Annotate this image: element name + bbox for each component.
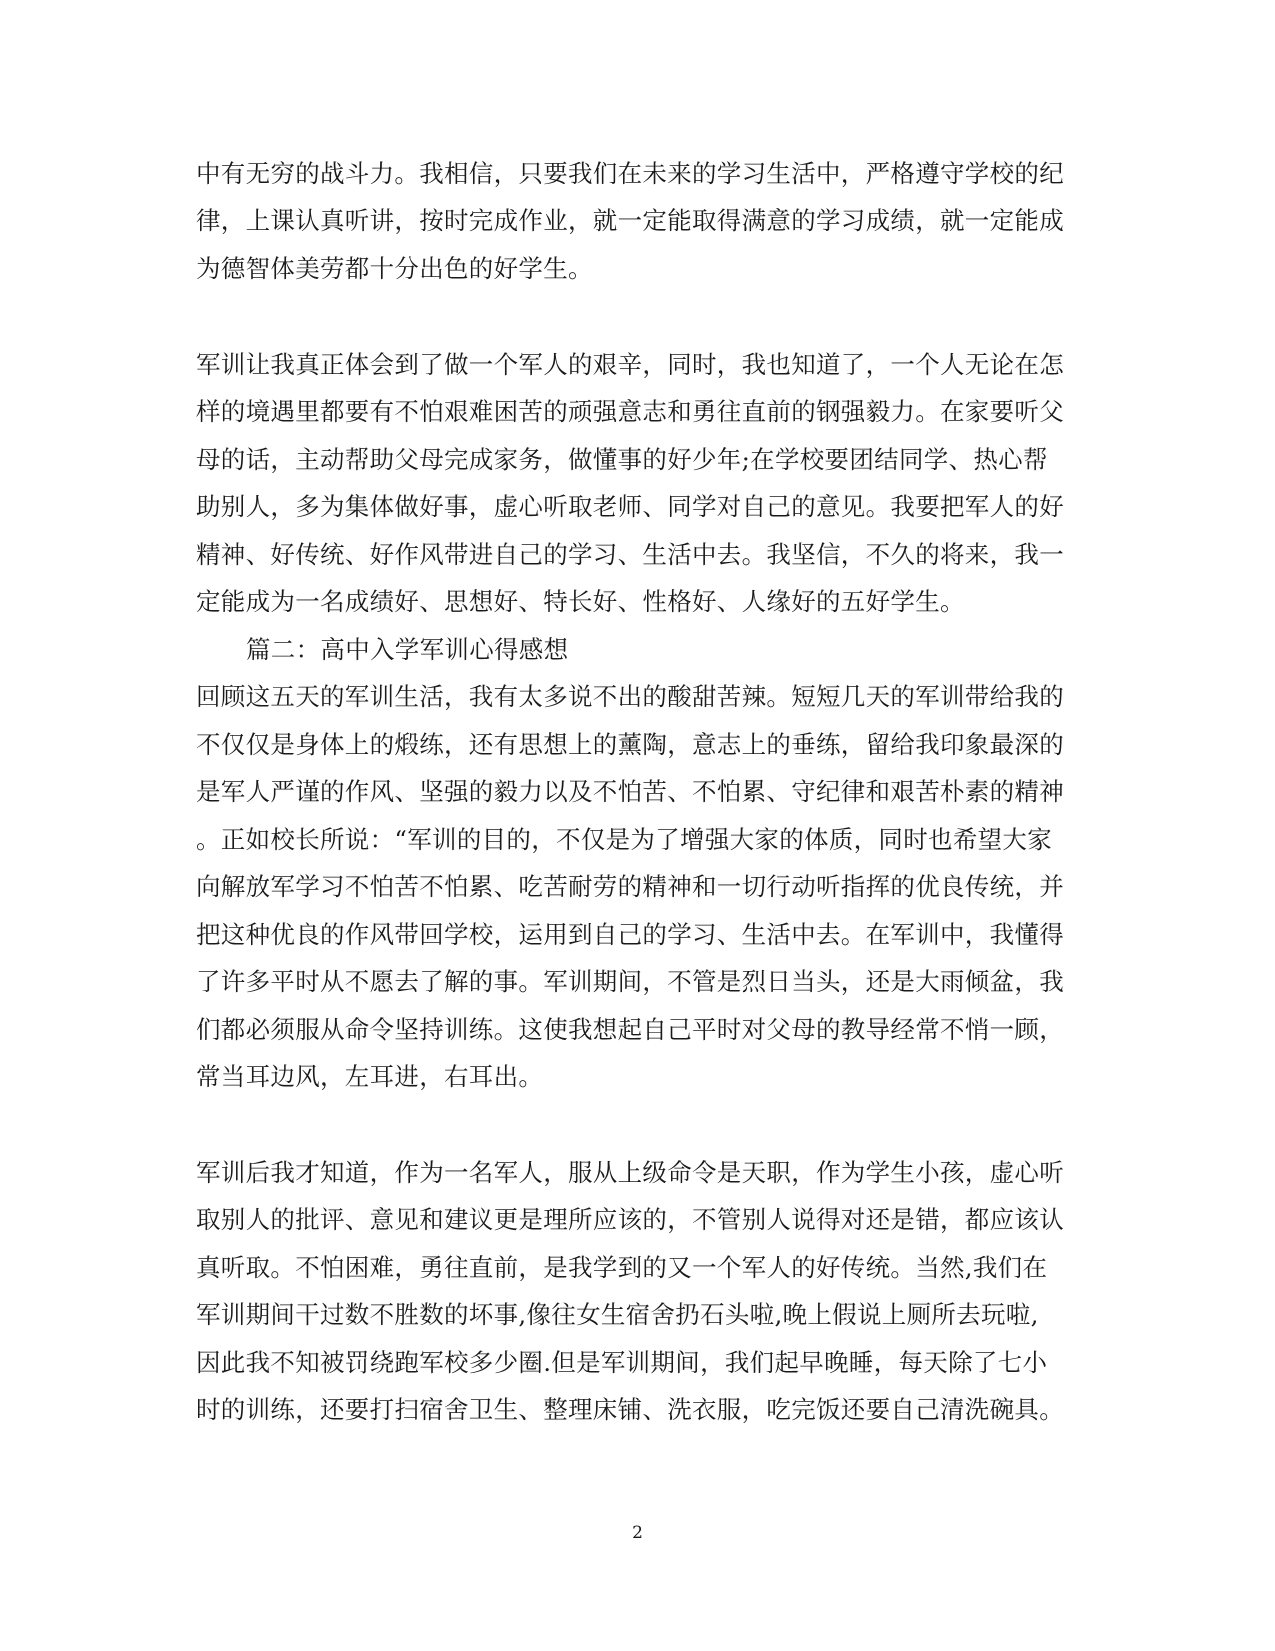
page-number: 2: [632, 1523, 643, 1543]
text-line: 了许多平时从不愿去了解的事。军训期间，不管是烈日当头，还是大雨倾盆，我: [196, 967, 1064, 996]
text-line: 母的话，主动帮助父母完成家务，做懂事的好少年;在学校要团结同学、热心帮: [196, 445, 1048, 474]
text-line: 是军人严谨的作风、坚强的毅力以及不怕苦、不怕累、守纪律和艰苦朴素的精神: [196, 777, 1064, 806]
text-line: 时的训练，还要打扫宿舍卫生、整理床铺、洗衣服，吃完饭还要自己清洗碗具。: [196, 1395, 1064, 1424]
text-line: 为德智体美劳都十分出色的好学生。: [196, 254, 593, 283]
text-line: 把这种优良的作风带回学校，运用到自己的学习、生活中去。在军训中，我懂得: [196, 920, 1064, 949]
text-line: 军训让我真正体会到了做一个军人的艰辛，同时，我也知道了，一个人无论在怎: [196, 350, 1064, 379]
text-line: 因此我不知被罚绕跑军校多少圈.但是军训期间，我们起早晚睡，每天除了七小: [196, 1348, 1048, 1377]
text-line: 定能成为一名成绩好、思想好、特长好、性格好、人缘好的五好学生。: [196, 587, 965, 616]
text-line: 向解放军学习不怕苦不怕累、吃苦耐劳的精神和一切行动听指挥的优良传统，并: [196, 872, 1064, 901]
text-line: 们都必须服从命令坚持训练。这使我想起自己平时对父母的教导经常不悄一顾，: [196, 1015, 1064, 1044]
section-heading: 篇二：高中入学军训心得感想: [246, 635, 569, 664]
text-line: 助别人，多为集体做好事，虚心听取老师、同学对自己的意见。我要把军人的好: [196, 492, 1064, 521]
text-line: 。正如校长所说：“军训的目的，不仅是为了增强大家的体质，同时也希望大家: [196, 825, 1053, 854]
text-line: 回顾这五天的军训生活，我有太多说不出的酸甜苦辣。短短几天的军训带给我的: [196, 682, 1064, 711]
text-line: 样的境遇里都要有不怕艰难困苦的顽强意志和勇往直前的钢强毅力。在家要听父: [196, 397, 1064, 426]
text-line: 律，上课认真听讲，按时完成作业，就一定能取得满意的学习成绩，就一定能成: [196, 206, 1064, 235]
text-line: 真听取。不怕困难，勇往直前，是我学到的又一个军人的好传统。当然,我们在: [196, 1253, 1048, 1282]
text-line: 取别人的批评、意见和建议更是理所应该的，不管别人说得对还是错，都应该认: [196, 1205, 1064, 1234]
text-line: 中有无穷的战斗力。我相信，只要我们在未来的学习生活中，严格遵守学校的纪: [196, 159, 1064, 188]
text-line: 精神、好传统、好作风带进自己的学习、生活中去。我坚信，不久的将来，我一: [196, 540, 1064, 569]
text-line: 军训后我才知道，作为一名军人，服从上级命令是天职，作为学生小孩，虚心听: [196, 1158, 1064, 1187]
text-line: 常当耳边风，左耳进，右耳出。: [196, 1062, 544, 1091]
text-line: 军训期间干过数不胜数的坏事,像往女生宿舍扔石头啦,晚上假说上厕所去玩啦,: [196, 1300, 1039, 1329]
text-line: 不仅仅是身体上的煅练，还有思想上的薰陶，意志上的垂练，留给我印象最深的: [196, 730, 1064, 759]
